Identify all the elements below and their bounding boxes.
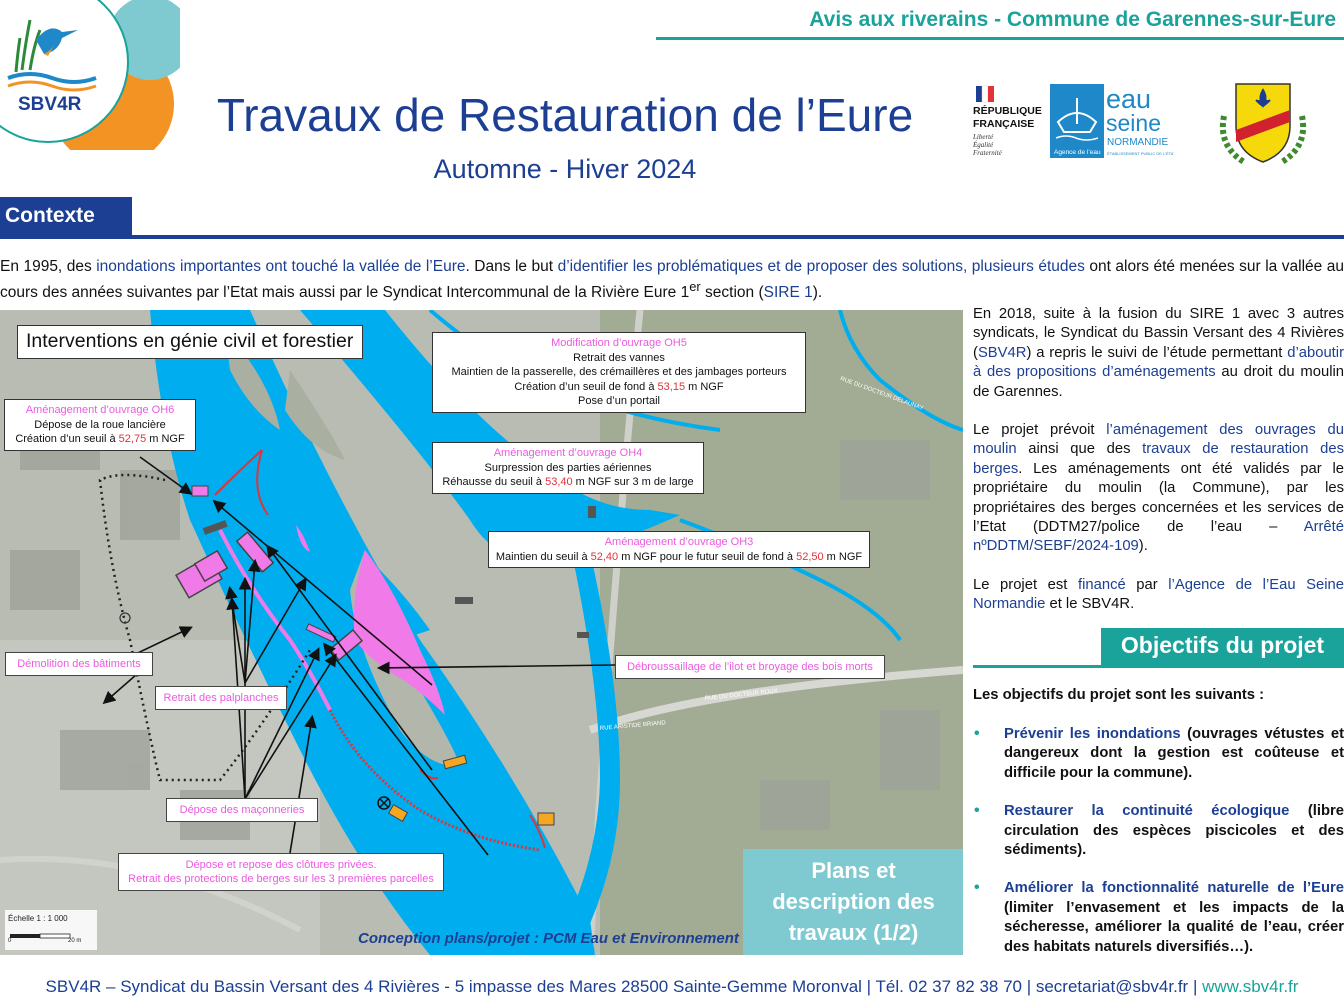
oh4-callout: Aménagement d’ouvrage OH4 Surpression des parties aériennes Réhausse du seuil à 53,40 m NGF sur 3 m de large [432, 442, 704, 494]
sbv4r-logo [0, 0, 180, 150]
scale-dist: 20 m [68, 938, 82, 943]
rf-line-2: FRANÇAISE [973, 118, 1035, 130]
aesn-eau: eau [1106, 84, 1152, 114]
contexte-tab: Contexte [0, 197, 132, 235]
page-title: Travaux de Restauration de l’Eure [216, 89, 914, 141]
logo-text: SBV4R [18, 94, 82, 115]
page-subtitle: Automne - Hiver 2024 [433, 154, 697, 184]
bullet-icon: • [974, 879, 980, 897]
objectifs-rule [973, 665, 1344, 668]
works-map [0, 310, 963, 955]
riverains-notice: Avis aux riverains - Commune de Garennes-sur-Eure [809, 8, 1336, 31]
agence-eau-seine-normandie-logo [1050, 84, 1174, 160]
map-scale: Échelle 1 : 1 000 0 20 m [5, 910, 97, 950]
debroussaillage-label: Débroussaillage de l’ilot et broyage des bois morts [615, 655, 885, 679]
paragraph-financement: Le projet est financé par l’Agence de l’Eau Seine Normandie et le SBV4R. [973, 576, 1344, 613]
contexte-rule [0, 235, 1344, 239]
context-intro: En 1995, des inondations importantes ont touché la vallée de l’Eure. Dans le but d’identifier les problématiques et de proposer des solutions, plusieurs études ont alors été menées sur la vallée au cours des années suivantes par l’Etat mais aussi par le Syndicat Intercommunal de la Rivière Eure 1er section (SIRE 1). [0, 258, 1344, 302]
demolition-label: Démolition des bâtiments [5, 652, 153, 676]
objectifs-tab: Objectifs du projet [1101, 628, 1344, 666]
objectifs-intro: Les objectifs du projet sont les suivants : [973, 687, 1265, 703]
street-label-briand: RUE ARISTIDE BRIAND [599, 720, 666, 732]
objectives-list [973, 725, 1344, 976]
oh5-callout: Modification d’ouvrage OH5 Retrait des vannes Maintien de la passerelle, des crémaillères et des jambages porteurs Création d’un seuil de fond à 53,15 m NGF Pose d’un portail [432, 332, 806, 413]
objective-item: • Restaurer la continuité écologique (libre circulation des espèces piscicoles et des sédiments). [974, 802, 1344, 859]
rf-motto-2: Égalité [973, 141, 994, 149]
bullet-icon: • [974, 725, 980, 742]
republique-francaise-logo [968, 84, 1050, 162]
map-title: Interventions en génie civil et forestier [17, 325, 363, 359]
street-label-delaunay: RUE DU DOCTEUR DELAUNAY [839, 376, 924, 412]
street-label-roux: RUE DU DOCTEUR ROUX [704, 688, 779, 702]
project-description [973, 305, 1344, 634]
oh6-callout: Aménagement d’ouvrage OH6 Dépose de la roue lancière Création d’un seuil à 52,75 m NGF [4, 399, 196, 451]
aesn-small: Agence de l’eau [1054, 149, 1101, 156]
objective-item: • Prévenir les inondations (ouvrages vétustes et dangereux dont la gestion est coûteuse et difficile pour la commune). [974, 725, 1344, 781]
aesn-normandie: NORMANDIE [1107, 137, 1169, 148]
footer-website-link[interactable]: www.sbv4r.fr [1202, 977, 1299, 996]
scale-zero: 0 [8, 938, 12, 943]
rf-line-1: RÉPUBLIQUE [973, 105, 1042, 117]
notice-underline [656, 37, 1344, 40]
objective-item: • Améliorer la fonctionnalité naturelle de l’Eure (limiter l’envasement et les impacts de la sécheresse, améliorer la qualité de l’eau, créer des habitats naturels diversifiés…). [974, 879, 1344, 955]
map-credit: Conception plans/projet : PCM Eau et Environnement [358, 930, 739, 947]
garennes-coat-of-arms [1214, 76, 1312, 166]
clotures-label: Dépose et repose des clôtures privées. Retrait des protections de berges sur les 3 premières parcelles [118, 853, 444, 891]
palplanches-label: Retrait des palplanches [155, 686, 287, 710]
aesn-tag: ÉTABLISSEMENT PUBLIC DE L’ÉTAT [1107, 151, 1174, 156]
footer-address: SBV4R – Syndicat du Bassin Versant des 4 Rivières - 5 impasse des Mares 28500 Sainte-Gemme Moronval | Tél. 02 37 82 38 70 | secretariat@sbv4r.fr | [45, 977, 1203, 996]
plans-description-badge: Plans et description des travaux (1/2) [743, 849, 963, 955]
paragraph-projet: Le projet prévoit l’aménagement des ouvrages du moulin ainsi que des travaux de restauration des berges. Les aménagements ont été validés par le propriétaire du moulin (la Commune), par les propriétaires des berges concernées et les services de l’Etat (DDTM27/police de l’eau – Arrêté nºDDTM/SEBF/2024-109). [973, 422, 1344, 555]
maconneries-label: Dépose des maçonneries [166, 798, 318, 822]
oh6-works [192, 486, 208, 496]
paragraph-2018: En 2018, suite à la fusion du SIRE 1 avec 3 autres syndicats, le Syndicat du Bassin Versant des 4 Rivières (SBV4R) a repris le suivi de l’étude permettant d’aboutir à des propositions d’aménagements au droit du moulin de Garennes. [973, 306, 1344, 400]
footer [0, 977, 1344, 997]
rf-motto-1: Liberté [973, 133, 994, 141]
rf-motto-3: Fraternité [973, 149, 1002, 157]
oh3-callout: Aménagement d’ouvrage OH3 Maintien du seuil à 52,40 m NGF pour le futur seuil de fond à 52,50 m NGF [488, 531, 870, 568]
bullet-icon: • [974, 802, 980, 820]
aesn-seine: seine [1106, 110, 1161, 136]
